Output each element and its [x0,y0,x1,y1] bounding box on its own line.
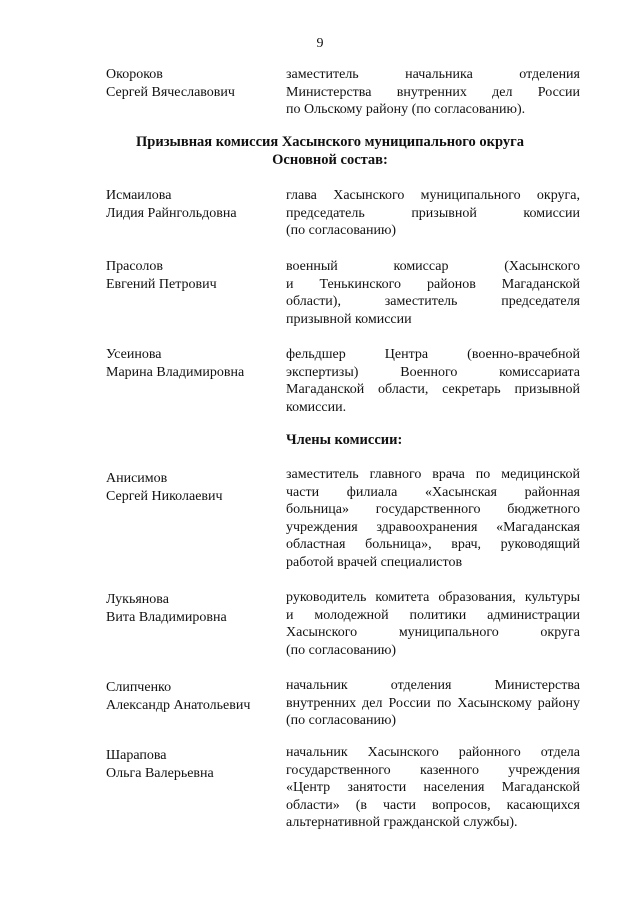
member-name-ismailova: Исмаилова Лидия Райнгольдовна [106,188,237,221]
member-name-lukyanova: Лукьянова Вита Владимировна [106,592,227,625]
member-desc-sharapova: начальник Хасынского районного отдела государственного казенного учреждения «Центр занятости населения Магаданской области» (в части вопросов, касающихся альтернативной гражданской службы). [286,745,580,831]
member-name-useinova: Усеинова Марина Владимировна [106,347,245,380]
member-desc-lukyanova: руководитель комитета образования, культуры и молодежной политики администрации Хасынского муниципального округа (по согласованию) [286,590,580,658]
member-name-okorokov: Окороков Сергей Вячеславович [106,67,235,100]
member-desc-prasolov: военный комиссар (Хасынского и Тенькинского районов Магаданской области), заместитель председателя призывной комиссии [286,259,580,327]
member-name-sharapova: Шарапова Ольга Валерьевна [106,748,214,781]
member-desc-ismailova: глава Хасынского муниципального округа, председатель призывной комиссии (по согласованию) [286,188,580,239]
commission-heading: Призывная комиссия Хасынского муниципального округа Основной состав: [136,134,524,168]
member-desc-okorokov: заместитель начальника отделения Министерства внутренних дел России по Ольскому району (по согласованию). [286,67,580,118]
member-desc-slipchenko: начальник отделения Министерства внутренних дел России по Хасынскому району (по согласованию) [286,678,580,729]
member-desc-anisimov: заместитель главного врача по медицинской части филиала «Хасынская районная больница» государственного бюджетного учреждения здравоохранения «Магаданская областная больница», врач, руководящий работой врачей специалистов [286,467,580,570]
page-number: 9 [316,36,324,51]
member-desc-useinova: фельдшер Центра (военно-врачебной экспертизы) Военного комиссариата Магаданской области, секретарь призывной комиссии. [286,347,580,415]
member-name-slipchenko: Слипченко Александр Анатольевич [106,680,251,713]
member-name-anisimov: Анисимов Сергей Николаевич [106,471,223,504]
members-heading: Члены комиссии: [286,432,403,448]
member-name-prasolov: Прасолов Евгений Петрович [106,259,217,292]
